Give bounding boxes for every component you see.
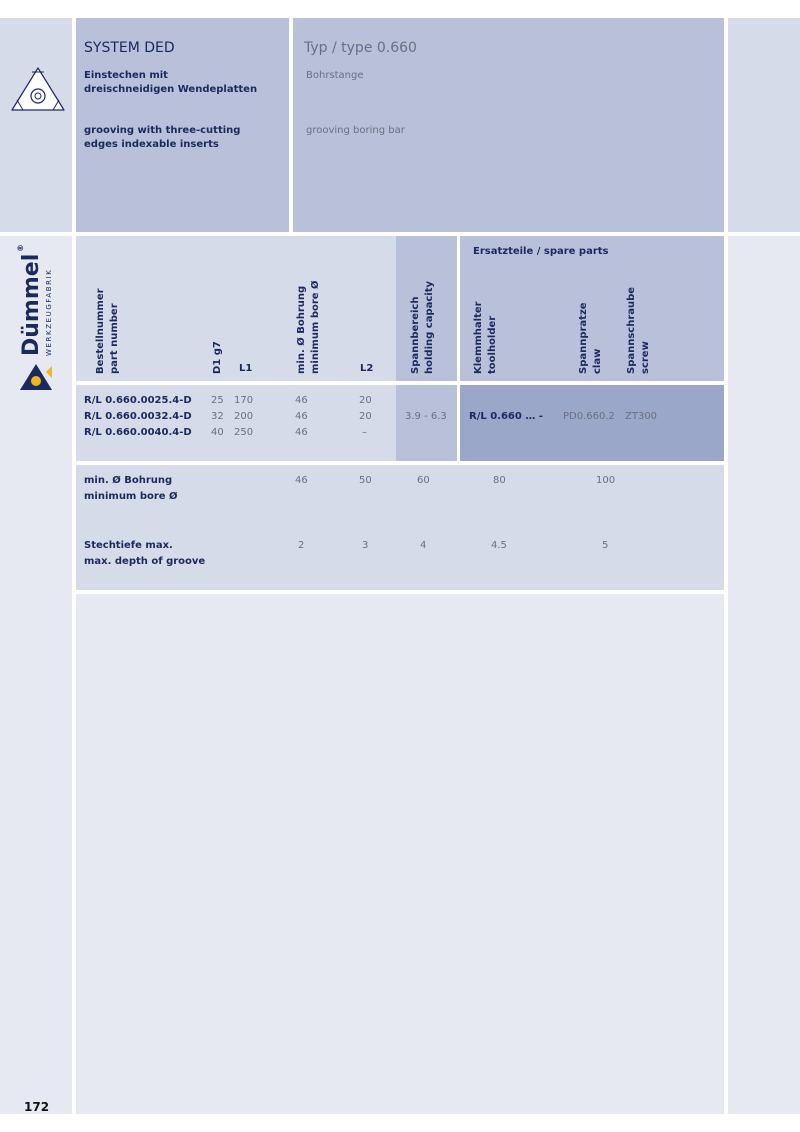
page-number: 172 <box>24 1100 50 1114</box>
col-header-klemm-en: toolholder <box>487 315 498 374</box>
type-desc-de: Bohrstange <box>306 70 364 81</box>
table-header-panel <box>76 236 396 381</box>
col-header-minbore-de: min. Ø Bohrung <box>296 285 307 374</box>
col-header-pratze-de: Spannpratze <box>578 302 589 374</box>
bore-value: 50 <box>359 475 372 486</box>
desc-de-line2: dreischneidigen Wendeplatten <box>84 84 258 95</box>
left-strip-top <box>0 18 72 232</box>
table-row-l2: 20 <box>359 395 372 406</box>
brand-symbol-icon <box>18 362 54 392</box>
col-header-part-en: part number <box>109 303 120 374</box>
table-row-l1: 170 <box>234 395 254 406</box>
depth-label-de: Stechtiefe max. <box>84 540 173 551</box>
col-header-part-de: Bestellnummer <box>95 288 106 374</box>
col-header-l1: L1 <box>239 363 253 374</box>
bore-value: 100 <box>596 475 616 486</box>
col-header-klemm-de: Klemmhalter <box>473 301 484 374</box>
brand-registered: ® <box>16 244 25 252</box>
bore-label-en: minimum bore Ø <box>84 491 178 502</box>
brand-name: Dümmel <box>19 253 44 356</box>
brand-subtitle: WERKZEUGFABRIK <box>45 268 53 356</box>
bore-value: 46 <box>295 475 308 486</box>
table-row-d1: 40 <box>211 427 224 438</box>
depth-label-en: max. depth of groove <box>84 556 206 567</box>
bore-value: 80 <box>493 475 506 486</box>
desc-en-line1: grooving with three-cutting <box>84 125 241 136</box>
bore-value: 60 <box>417 475 430 486</box>
spare-parts-cell <box>460 385 724 461</box>
table-row-l1: 250 <box>234 427 254 438</box>
system-title: SYSTEM DED <box>84 40 175 56</box>
groove-panel <box>76 465 724 590</box>
holding-capacity-value: 3.9 - 6.3 <box>405 411 447 422</box>
table-row-part: R/L 0.660.0025.4-D <box>84 395 192 406</box>
claw-value: PD0.660.2 <box>563 411 615 422</box>
col-header-schraube-de: Spannschraube <box>626 286 637 374</box>
table-row-part: R/L 0.660.0040.4-D <box>84 427 192 438</box>
depth-value: 3 <box>362 540 369 551</box>
type-desc-en: grooving boring bar <box>306 125 405 136</box>
col-header-schraube-en: screw <box>640 341 651 374</box>
col-header-d1: D1 g7 <box>212 341 223 374</box>
col-header-pratze-en: claw <box>592 348 603 374</box>
depth-value: 4.5 <box>491 540 507 551</box>
desc-en-line2: edges indexable inserts <box>84 139 219 150</box>
toolholder-value: R/L 0.660 … - <box>469 411 543 422</box>
drawing-area-panel <box>76 594 724 1114</box>
spare-parts-title: Ersatzteile / spare parts <box>473 246 609 257</box>
col-header-l2: L2 <box>360 363 374 374</box>
right-strip-top <box>728 18 800 232</box>
screw-value: ZT300 <box>625 411 658 422</box>
type-title: Typ / type 0.660 <box>304 40 417 56</box>
col-header-minbore-en: minimum bore Ø <box>310 280 321 374</box>
table-row-l2: – <box>362 427 367 438</box>
table-row-d1: 32 <box>211 411 224 422</box>
depth-value: 4 <box>420 540 427 551</box>
right-strip <box>728 236 800 1114</box>
depth-value: 2 <box>298 540 305 551</box>
desc-de-line1: Einstechen mit <box>84 70 168 81</box>
brand-logo <box>14 244 64 404</box>
holding-capacity-cell <box>396 385 457 461</box>
table-row-d1: 25 <box>211 395 224 406</box>
col-header-span-de: Spannbereich <box>410 296 421 374</box>
bore-label-de: min. Ø Bohrung <box>84 475 173 486</box>
table-row-minbore: 46 <box>295 411 308 422</box>
table-row-l2: 20 <box>359 411 372 422</box>
col-header-span-en: holding capacity <box>424 281 435 374</box>
depth-value: 5 <box>602 540 609 551</box>
triangle-insert-icon <box>8 64 68 116</box>
table-row-minbore: 46 <box>295 395 308 406</box>
table-row-part: R/L 0.660.0032.4-D <box>84 411 192 422</box>
table-row-minbore: 46 <box>295 427 308 438</box>
table-row-l1: 200 <box>234 411 254 422</box>
